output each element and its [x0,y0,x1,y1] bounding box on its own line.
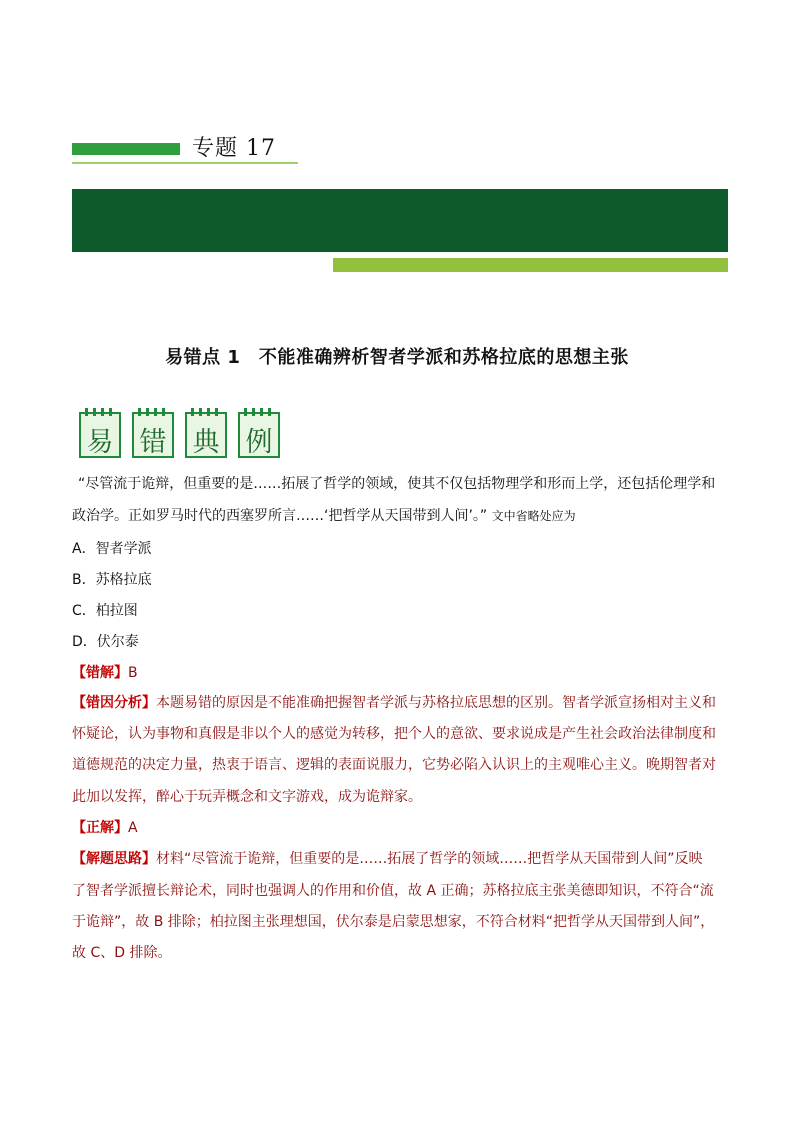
badge-tile [79,412,121,458]
solution-idea-tag: 【解题思路】 [72,851,156,867]
option-a: A．智者学派 [72,541,152,557]
option-b: B．苏格拉底 [72,572,152,588]
badge-char: 错 [139,427,167,458]
question-prompt: 文中省略处应为 [491,509,576,523]
question-line: “尽管流于诡辩，但重要的是……拓展了哲学的领域，使其不仅包括物理学和形而上学，还包括伦理学和 [78,476,716,492]
error-analysis [72,693,732,713]
badge-tile [185,412,227,458]
analysis-line: 怀疑论，认为事物和真假是非以个人的感觉为转移，把个人的意欲、要求说成是产生社会政治法律制度和 [72,726,716,742]
header-green-bar [72,143,180,155]
analysis-line: 本题易错的原因是不能准确把握智者学派与苏格拉底思想的区别。智者学派宣扬相对主义和 [156,695,716,711]
badge-char: 典 [192,427,220,458]
wrong-answer [72,663,732,683]
idea-line: 材料“尽管流于诡辩，但重要的是……拓展了哲学的领域……把哲学从天国带到人间”反映 [156,851,703,867]
option-d: D．伏尔泰 [72,634,139,650]
header-banner [72,189,728,252]
question-text: 政治学。正如罗马时代的西塞罗所言……‘把哲学从天国带到人间’。” [72,508,488,524]
idea-line: 故 C、D 排除。 [72,945,172,961]
badge-char: 易 [86,427,114,458]
section-title: 易错点 1 不能准确辨析智者学派和苏格拉底的思想主张 [165,347,629,368]
question-line [72,502,722,530]
correct-answer-value: A [128,820,138,836]
correct-answer-tag: 【正解】 [72,820,128,836]
badge-tile [238,412,280,458]
topic-title: 专题 17 [192,136,276,161]
error-analysis-tag: 【错因分析】 [72,695,156,711]
wrong-answer-value: B [128,665,138,681]
wrong-answer-tag: 【错解】 [72,665,128,681]
header-lime-bar [333,258,728,272]
option-c: C．柏拉图 [72,603,138,619]
badge-tile [132,412,174,458]
analysis-line: 此加以发挥，醉心于玩弄概念和文字游戏，成为诡辩家。 [72,789,422,805]
correct-answer [72,818,732,838]
idea-line: 于诡辩”，故 B 排除；柏拉图主张理想国，伏尔泰是启蒙思想家，不符合材料“把哲学从天国带到人间”， [72,914,715,930]
idea-line: 了智者学派擅长辩论术，同时也强调人的作用和价值，故 A 正确；苏格拉底主张美德即知识，不符合“流 [72,883,714,899]
header-rule [72,162,298,164]
badge-char: 例 [245,427,273,458]
solution-idea [72,849,732,869]
analysis-line: 道德规范的决定力量，热衷于语言、逻辑的表面说服力，它势必陷入认识上的主观唯心主义。晚期智者对 [72,757,716,773]
